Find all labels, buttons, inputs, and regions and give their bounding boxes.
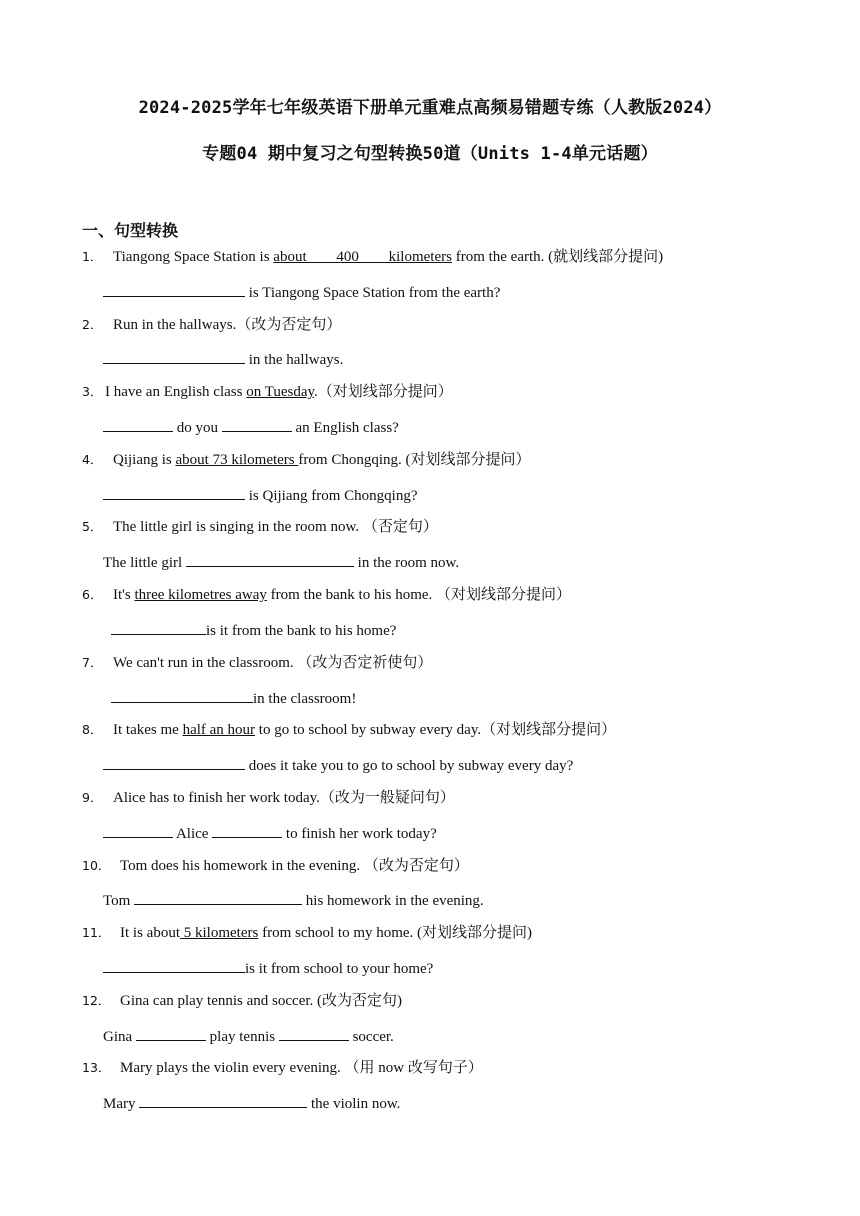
answer-text: an English class? — [295, 420, 399, 436]
answer-text-mid: do you — [176, 420, 218, 436]
answer-line-3 — [103, 416, 399, 438]
answer-line-9 — [103, 822, 437, 844]
answer-text-mid: Alice — [175, 826, 209, 842]
underlined-phrase: half an hour — [182, 722, 256, 738]
question-text-end: to go to school by subway every day.（对划线部分提问） — [255, 722, 617, 738]
question-number: 5． — [82, 519, 103, 534]
answer-blank-2[interactable] — [222, 416, 292, 432]
question-text: We can't run in the classroom. （改为否定祈使句） — [113, 655, 433, 671]
answer-line-8 — [103, 754, 573, 776]
document-title: 2024-2025学年七年级英语下册单元重难点高频易错题专练（人教版2024） — [138, 98, 722, 118]
answer-line-7 — [111, 687, 356, 709]
question-2 — [82, 315, 341, 335]
question-text: It's — [113, 587, 135, 603]
answer-line-13 — [103, 1092, 400, 1114]
question-text: Tiangong Space Station is — [113, 249, 274, 265]
question-number: 9． — [82, 790, 103, 805]
question-number: 2． — [82, 317, 103, 332]
question-text: Tom does his homework in the evening. （改为否定句） — [120, 858, 469, 874]
question-text: Qijiang is — [113, 452, 176, 468]
question-text: It is about — [120, 925, 180, 941]
answer-line-2 — [103, 348, 343, 370]
answer-line-11 — [103, 957, 433, 979]
answer-blank[interactable] — [134, 889, 302, 905]
underlined-phrase: about 73 kilometers — [175, 452, 299, 468]
answer-text: is it from school to your home? — [245, 961, 434, 977]
underlined-phrase: three kilometres away — [134, 587, 267, 603]
section-heading: 一、句型转换 — [82, 221, 179, 240]
answer-text-before: The little girl — [103, 555, 183, 571]
question-text: Run in the hallways.（改为否定句） — [113, 317, 342, 333]
answer-blank[interactable] — [139, 1092, 307, 1108]
question-text-end: from the earth. (就划线部分提问) — [451, 249, 664, 265]
question-1 — [82, 247, 663, 267]
question-number: 6． — [82, 587, 103, 602]
answer-line-4 — [103, 484, 418, 506]
question-number: 13． — [82, 1060, 111, 1075]
underlined-phrase: 5 kilometers — [180, 925, 259, 941]
question-10 — [82, 856, 469, 876]
question-number: 11． — [82, 925, 111, 940]
underlined-phrase: about 400 kilometers — [273, 249, 452, 265]
question-text: Alice has to finish her work today.（改为一般疑问句） — [113, 790, 455, 806]
answer-text: soccer. — [352, 1029, 394, 1045]
question-text-end: .（对划线部分提问） — [314, 384, 453, 400]
answer-text-mid: play tennis — [209, 1029, 276, 1045]
answer-text: is Qijiang from Chongqing? — [248, 488, 418, 504]
answer-blank[interactable] — [111, 619, 206, 635]
answer-text: his homework in the evening. — [305, 893, 484, 909]
answer-line-10 — [103, 889, 484, 911]
answer-line-1 — [103, 281, 500, 303]
question-12 — [82, 991, 402, 1011]
answer-text: in the hallways. — [248, 352, 344, 368]
answer-text: in the room now. — [357, 555, 460, 571]
question-number: 8． — [82, 722, 103, 737]
question-text-end: from school to my home. (对划线部分提问) — [258, 925, 533, 941]
answer-blank[interactable] — [103, 348, 245, 364]
question-7 — [82, 653, 432, 673]
answer-blank-1[interactable] — [103, 416, 173, 432]
question-number: 7． — [82, 655, 103, 670]
question-11 — [82, 923, 532, 943]
answer-line-12 — [103, 1025, 394, 1047]
question-8 — [82, 720, 616, 740]
answer-text: is Tiangong Space Station from the earth? — [248, 285, 501, 301]
answer-blank[interactable] — [103, 484, 245, 500]
answer-text: to finish her work today? — [285, 826, 437, 842]
question-5 — [82, 517, 438, 537]
answer-text-before: Gina — [103, 1029, 133, 1045]
answer-blank-2[interactable] — [212, 822, 282, 838]
underlined-phrase: on Tuesday — [246, 384, 315, 400]
question-text: Mary plays the violin every evening. （用 now 改写句子） — [120, 1060, 483, 1076]
question-text: I have an English class — [105, 384, 247, 400]
question-number: 12． — [82, 993, 111, 1008]
question-3 — [82, 382, 453, 402]
answer-blank[interactable] — [103, 754, 245, 770]
answer-text-before: Mary — [103, 1096, 136, 1112]
question-text: It takes me — [113, 722, 183, 738]
question-9 — [82, 788, 455, 808]
question-number: 1． — [82, 249, 103, 264]
answer-line-5 — [103, 551, 459, 573]
question-13 — [82, 1058, 483, 1078]
answer-blank[interactable] — [103, 957, 245, 973]
answer-blank-2[interactable] — [279, 1025, 349, 1041]
answer-blank[interactable] — [186, 551, 354, 567]
question-number: 10． — [82, 858, 111, 873]
answer-blank[interactable] — [111, 687, 253, 703]
question-number: 4． — [82, 452, 103, 467]
document-subtitle: 专题04 期中复习之句型转换50道（Units 1-4单元话题） — [202, 144, 658, 164]
answer-text: the violin now. — [311, 1096, 401, 1112]
answer-text-before: Tom — [103, 893, 131, 909]
question-text-end: from Chongqing. (对划线部分提问） — [298, 452, 531, 468]
question-text: Gina can play tennis and soccer. (改为否定句) — [120, 993, 403, 1009]
question-text-end: from the bank to his home. （对划线部分提问） — [266, 587, 572, 603]
question-text: The little girl is singing in the room now. （否定句） — [113, 519, 438, 535]
question-6 — [82, 585, 571, 605]
question-number: 3． — [82, 384, 103, 399]
answer-line-6 — [111, 619, 396, 641]
answer-text: does it take you to go to school by subway every day? — [248, 758, 574, 774]
answer-text: in the classroom! — [253, 691, 357, 707]
question-4 — [82, 450, 530, 470]
answer-blank-1[interactable] — [103, 822, 173, 838]
answer-text: is it from the bank to his home? — [206, 623, 397, 639]
answer-blank-1[interactable] — [136, 1025, 206, 1041]
answer-blank[interactable] — [103, 281, 245, 297]
